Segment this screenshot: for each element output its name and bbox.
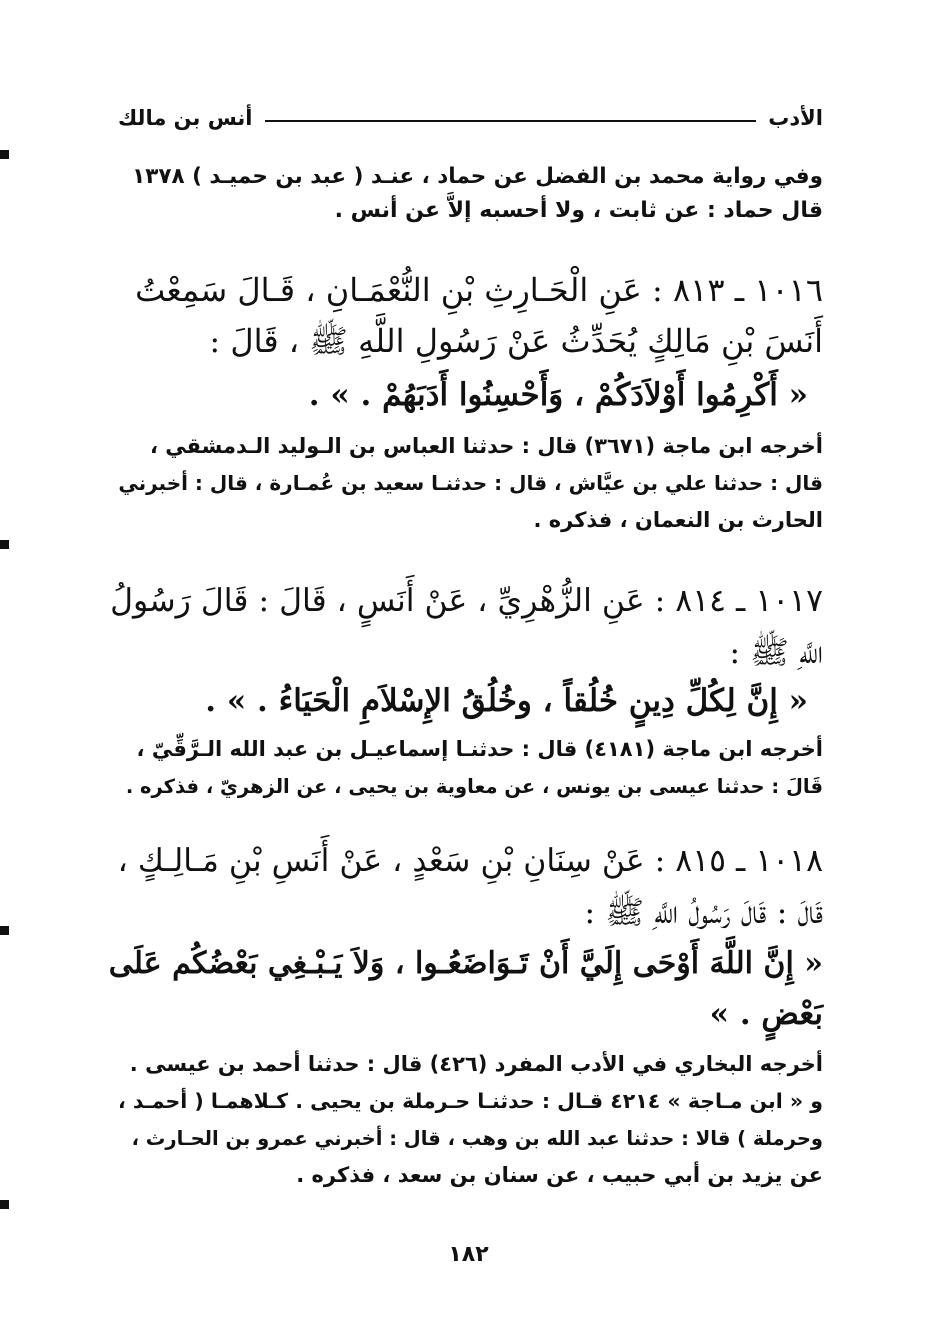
text-line: الحارث بن النعمان ، فذكره .	[533, 508, 823, 532]
text-line: « إِنَّ اللَّهَ أَوْحَى إِلَيَّ أَنْ تَـوَاضَعُـوا ، وَلاَ يَـبْـغِي بَعْضُكُم عَلَى	[108, 946, 823, 981]
section-title: الأدب	[768, 106, 823, 130]
text-line: عن يزيد بن أبي حبيب ، عن سنان بن سعد ، فذكره .	[296, 1163, 823, 1187]
hadith-1016-isnad	[108, 265, 823, 367]
hadith-1018-isnad	[108, 836, 823, 938]
text-line: قال : حدثنا علي بن عيَّاش ، قال : حدثنـا سعيد بن عُمـارة ، قال : أخبرني	[118, 471, 823, 495]
intro-paragraph	[118, 160, 823, 228]
text-line: « إِنَّ لِكُلِّ دِينٍ خُلُقاً ، وخُلُقُ الإِسْلاَمِ الْحَيَاءُ . » .	[205, 683, 808, 719]
text-line: ١٠١٧ ـ ٨١٤ : عَنِ الزُّهْرِيِّ ، عَنْ أَنَسٍ ، قَالَ : قَالَ رَسُولُ	[110, 583, 823, 619]
text-line: بَعْضٍ . »	[709, 996, 823, 1032]
text-line: قَالَ : حدثنا عيسى بن يونس ، عن معاوية بن يحيى ، عن الزهريّ ، فذكره .	[125, 775, 823, 798]
hadith-1017-takhrij	[118, 731, 823, 805]
page-number: ١٨٢	[448, 1242, 489, 1267]
hadith-1017-isnad	[108, 576, 823, 678]
text-line: أخرجه ابن ماجة (٤١٨١) قال : حدثنـا إسماعيـل بن عبد الله الـرَّقِّيّ ،	[136, 737, 823, 761]
hadith-1017-matn	[108, 676, 808, 727]
scan-margin-mark	[0, 540, 9, 549]
text-line: أخرجه ابن ماجة (٣٦٧١) قال : حدثنا العباس بن الـوليد الـدمشقي ،	[149, 434, 823, 458]
text-line: و « ابن مـاجة » ٤٢١٤ قـال : حدثنـا حـرملة بن يحيى . كـلاهمـا ( أحمـد ،	[117, 1089, 823, 1113]
hadith-1018-matn	[108, 938, 823, 1040]
text-line: « أَكْرِمُوا أَوْلاَدَكُمْ ، وَأَحْسِنُوا أَدَبَهُمْ . » .	[308, 377, 808, 413]
header-rule	[265, 120, 757, 122]
text-line: قال حماد : عن ثابت ، ولا أحسبه إلاَّ عن أنس .	[334, 198, 823, 223]
text-line: ١٠١٦ ـ ٨١٣ : عَنِ الْحَـارِثِ بْنِ النُّعْمَـانِ ، قَـالَ سَمِعْتُ	[135, 271, 823, 309]
running-title: أنس بن مالك	[118, 106, 253, 130]
text-line: اللَّهِ ﷺ :	[729, 633, 823, 671]
hadith-1016-takhrij	[118, 428, 823, 539]
text-line: أَنَسَ بْنِ مَالِكٍ يُحَدِّثُ عَنْ رَسُولِ اللَّهِ ﷺ ، قَالَ :	[209, 322, 823, 360]
running-header	[118, 98, 823, 138]
scan-margin-mark	[0, 150, 9, 159]
scan-margin-mark	[0, 926, 9, 935]
text-line: وحرملة ) قالا : حدثنا عبد الله بن وهب ، قال : أخبرني عمرو بن الحـارث ،	[131, 1127, 823, 1150]
hadith-1016-matn	[108, 370, 808, 421]
hadith-1018-takhrij	[118, 1046, 823, 1194]
scan-margin-mark	[0, 1200, 9, 1209]
text-line: وفي رواية محمد بن الفضل عن حماد ، عنـد ( عبد بن حميـد ) ١٣٧٨	[132, 164, 823, 189]
text-line: ١٠١٨ ـ ٨١٥ : عَنْ سِنَانِ بْنِ سَعْدٍ ، عَنْ أَنَسِ بْنِ مَـالِـكٍ ،	[117, 843, 823, 879]
text-line: قَالَ : قَالَ رَسُولُ اللَّهِ ﷺ :	[584, 893, 823, 931]
text-line: أخرجه البخاري في الأدب المفرد (٤٢٦) قال : حدثنا أحمد بن عيسى .	[129, 1052, 823, 1076]
